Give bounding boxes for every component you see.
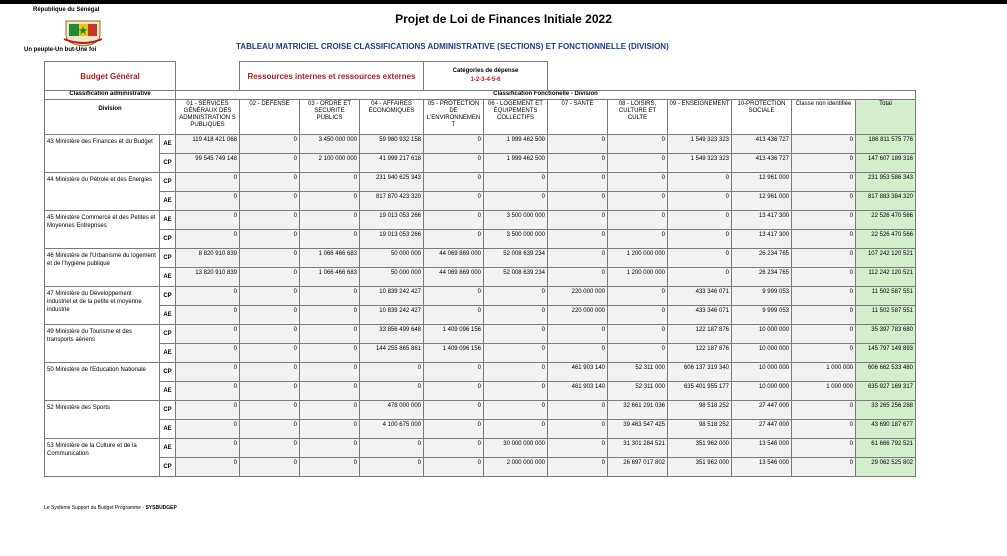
value-cell: 0	[176, 173, 240, 192]
column-header: 01 - SERVICES GÉNÉRAUX DES ADMINISTRATION S PUBLIQUES	[176, 100, 240, 135]
value-cell: 0	[176, 363, 240, 382]
credit-type: CP	[160, 173, 176, 192]
value-cell: 0	[240, 401, 300, 420]
value-cell: 0	[424, 458, 484, 477]
value-cell: 0	[300, 325, 360, 344]
value-cell: 0	[548, 211, 608, 230]
column-header: 02 - DEFENSE	[240, 100, 300, 135]
value-cell: 13 546 000	[732, 458, 792, 477]
credit-type: CP	[160, 363, 176, 382]
total-cell: 35 397 783 680	[856, 325, 916, 344]
value-cell: 33 856 499 648	[360, 325, 424, 344]
value-cell: 0	[176, 420, 240, 439]
column-header: 04 - AFFAIRES ÉCONOMIQUES	[360, 100, 424, 135]
value-cell: 0	[608, 192, 668, 211]
table-row	[45, 306, 916, 325]
value-cell: 0	[240, 154, 300, 173]
table-row	[45, 401, 916, 420]
value-cell: 0	[608, 173, 668, 192]
value-cell: 635 401 955 177	[668, 382, 732, 401]
value-cell: 0	[792, 401, 856, 420]
value-cell: 1 999 462 500	[484, 135, 548, 154]
value-cell: 44 069 869 000	[424, 249, 484, 268]
value-cell: 19 013 053 266	[360, 230, 424, 249]
credit-type: AE	[160, 135, 176, 154]
table-row	[45, 211, 916, 230]
value-cell: 1 200 000 000	[608, 249, 668, 268]
credit-type: AE	[160, 306, 176, 325]
value-cell: 0	[484, 192, 548, 211]
value-cell: 0	[548, 420, 608, 439]
value-cell: 0	[484, 287, 548, 306]
value-cell: 461 903 140	[548, 363, 608, 382]
value-cell: 231 940 625 343	[360, 173, 424, 192]
credit-type: CP	[160, 287, 176, 306]
total-cell: 112 242 120 521	[856, 268, 916, 287]
column-header: 03 - ORDRE ET SECURITE PUBLICS	[300, 100, 360, 135]
value-cell: 52 311 000	[608, 363, 668, 382]
value-cell: 0	[608, 211, 668, 230]
value-cell: 3 450 000 000	[300, 135, 360, 154]
value-cell: 10 000 000	[732, 382, 792, 401]
total-cell: 22 526 470 566	[856, 211, 916, 230]
value-cell: 0	[608, 230, 668, 249]
column-header: Classe non identifiée	[792, 100, 856, 135]
value-cell: 52 008 639 234	[484, 249, 548, 268]
value-cell: 351 962 000	[668, 439, 732, 458]
value-cell: 0	[176, 458, 240, 477]
value-cell: 0	[792, 420, 856, 439]
value-cell: 26 697 017 802	[608, 458, 668, 477]
page-subtitle: TABLEAU MATRICIEL CROISE CLASSIFICATIONS ADMINISTRATIVE (SECTIONS) ET FONCTIONNELLE (DIVISION)	[236, 42, 669, 51]
ministry-name: 44 Ministère du Pétrole et des Energies	[45, 173, 160, 211]
value-cell: 13 417 300	[732, 230, 792, 249]
table-row	[45, 420, 916, 439]
division-label: Division	[45, 100, 176, 135]
value-cell: 98 518 252	[668, 420, 732, 439]
table-row	[45, 458, 916, 477]
value-cell: 0	[484, 420, 548, 439]
value-cell: 10 839 242 427	[360, 306, 424, 325]
total-cell: 107 242 120 521	[856, 249, 916, 268]
value-cell: 0	[792, 135, 856, 154]
value-cell: 413 436 727	[732, 154, 792, 173]
value-cell: 0	[548, 173, 608, 192]
value-cell: 26 234 765	[732, 268, 792, 287]
value-cell: 817 870 423 320	[360, 192, 424, 211]
value-cell: 0	[484, 173, 548, 192]
value-cell: 0	[300, 192, 360, 211]
value-cell: 0	[176, 439, 240, 458]
value-cell: 0	[484, 363, 548, 382]
credit-type: AE	[160, 439, 176, 458]
credit-type: CP	[160, 249, 176, 268]
value-cell: 461 903 140	[548, 382, 608, 401]
value-cell: 0	[300, 458, 360, 477]
table-row	[45, 249, 916, 268]
value-cell: 0	[484, 401, 548, 420]
value-cell: 0	[424, 135, 484, 154]
page-title: Projet de Loi de Finances Initiale 2022	[395, 12, 612, 26]
value-cell: 0	[300, 211, 360, 230]
credit-type: AE	[160, 344, 176, 363]
value-cell: 3 500 000 000	[484, 211, 548, 230]
value-cell: 0	[424, 439, 484, 458]
value-cell: 1 000 000	[792, 363, 856, 382]
value-cell: 0	[608, 306, 668, 325]
ministry-name: 52 Ministère des Sports	[45, 401, 160, 439]
value-cell: 433 346 071	[668, 287, 732, 306]
total-cell: 33 265 256 288	[856, 401, 916, 420]
value-cell: 0	[240, 306, 300, 325]
national-motto: Un peuple-Un but-Une foi	[24, 47, 97, 53]
value-cell: 39 463 547 425	[608, 420, 668, 439]
value-cell: 26 234 765	[732, 249, 792, 268]
value-cell: 220 000 000	[548, 306, 608, 325]
value-cell: 0	[360, 382, 424, 401]
value-cell: 0	[668, 192, 732, 211]
value-cell: 0	[176, 230, 240, 249]
table-row	[45, 439, 916, 458]
value-cell: 122 187 876	[668, 344, 732, 363]
value-cell: 0	[792, 306, 856, 325]
total-cell: 29 062 525 802	[856, 458, 916, 477]
credit-type: CP	[160, 401, 176, 420]
table-row	[45, 268, 916, 287]
total-cell: 606 662 533 480	[856, 363, 916, 382]
value-cell: 0	[240, 439, 300, 458]
value-cell: 9 999 053	[732, 287, 792, 306]
value-cell: 0	[240, 192, 300, 211]
credit-type: AE	[160, 268, 176, 287]
table-row	[45, 192, 916, 211]
matrix-table	[44, 61, 916, 477]
value-cell: 0	[548, 439, 608, 458]
column-header: Total	[856, 100, 916, 135]
value-cell: 41 999 217 618	[360, 154, 424, 173]
value-cell: 0	[300, 363, 360, 382]
table-row	[45, 230, 916, 249]
value-cell: 12 961 000	[732, 173, 792, 192]
value-cell: 0	[300, 344, 360, 363]
value-cell: 119 418 421 068	[176, 135, 240, 154]
value-cell: 2 100 000 000	[300, 154, 360, 173]
value-cell: 1 066 466 683	[300, 249, 360, 268]
value-cell: 433 346 071	[668, 306, 732, 325]
value-cell: 0	[548, 135, 608, 154]
table-row	[45, 344, 916, 363]
value-cell: 2 000 000 000	[484, 458, 548, 477]
total-cell: 817 883 384 320	[856, 192, 916, 211]
credit-type: CP	[160, 325, 176, 344]
value-cell: 8 820 910 839	[176, 249, 240, 268]
value-cell: 13 820 910 839	[176, 268, 240, 287]
table-row	[45, 382, 916, 401]
value-cell: 0	[668, 268, 732, 287]
table-row	[45, 173, 916, 192]
value-cell: 0	[424, 230, 484, 249]
value-cell: 0	[792, 325, 856, 344]
value-cell: 0	[608, 287, 668, 306]
ministry-name: 53 Ministère de la Culture et de la Communication	[45, 439, 160, 477]
value-cell: 0	[792, 230, 856, 249]
credit-type: AE	[160, 192, 176, 211]
value-cell: 44 069 869 000	[424, 268, 484, 287]
ministry-name: 43 Ministère des Finances et du Budget	[45, 135, 160, 173]
value-cell: 10 839 242 427	[360, 287, 424, 306]
value-cell: 0	[484, 344, 548, 363]
functional-classification-label: Classification Fonctionelle - Division	[176, 91, 916, 100]
column-header: 06 - LOGEMENT ET ÉQUIPEMENTS COLLECTIFS	[484, 100, 548, 135]
table-row	[45, 363, 916, 382]
total-cell: 145 797 149 893	[856, 344, 916, 363]
value-cell: 1 409 096 156	[424, 325, 484, 344]
total-cell: 147 607 189 316	[856, 154, 916, 173]
admin-classification-label: Classification administrative	[45, 91, 176, 100]
value-cell: 13 417 300	[732, 211, 792, 230]
value-cell: 0	[360, 458, 424, 477]
value-cell: 0	[548, 344, 608, 363]
value-cell: 0	[548, 230, 608, 249]
value-cell: 0	[668, 249, 732, 268]
value-cell: 0	[240, 420, 300, 439]
value-cell: 0	[424, 211, 484, 230]
value-cell: 220 000 000	[548, 287, 608, 306]
value-cell: 99 545 749 148	[176, 154, 240, 173]
column-header: 08 - LOISIRS, CULTURE ET CULTE	[608, 100, 668, 135]
categories-label: Catégories de dépense	[452, 68, 519, 74]
value-cell: 32 661 291 036	[608, 401, 668, 420]
value-cell: 13 546 000	[732, 439, 792, 458]
column-header: 09 - ENSEIGNEMENT	[668, 100, 732, 135]
value-cell: 0	[240, 458, 300, 477]
total-cell: 43 690 187 677	[856, 420, 916, 439]
value-cell: 1 200 000 000	[608, 268, 668, 287]
value-cell: 0	[424, 173, 484, 192]
value-cell: 52 311 000	[608, 382, 668, 401]
footer	[44, 505, 177, 511]
value-cell: 0	[668, 173, 732, 192]
value-cell: 0	[300, 306, 360, 325]
value-cell: 3 500 000 000	[484, 230, 548, 249]
value-cell: 10 000 000	[732, 325, 792, 344]
value-cell: 0	[792, 268, 856, 287]
value-cell: 1 066 466 683	[300, 268, 360, 287]
table-row	[45, 325, 916, 344]
value-cell: 0	[792, 249, 856, 268]
total-cell: 11 502 587 551	[856, 306, 916, 325]
value-cell: 0	[668, 230, 732, 249]
value-cell: 50 000 000	[360, 268, 424, 287]
value-cell: 98 518 252	[668, 401, 732, 420]
table-row	[45, 135, 916, 154]
value-cell: 0	[424, 154, 484, 173]
value-cell: 1 549 323 323	[668, 135, 732, 154]
table-row	[45, 287, 916, 306]
value-cell: 0	[484, 306, 548, 325]
value-cell: 0	[300, 382, 360, 401]
column-header: 07 - SANTÉ	[548, 100, 608, 135]
value-cell: 0	[240, 135, 300, 154]
credit-type: AE	[160, 382, 176, 401]
value-cell: 0	[176, 306, 240, 325]
value-cell: 0	[240, 268, 300, 287]
value-cell: 4 100 675 000	[360, 420, 424, 439]
document-header	[0, 4, 1007, 62]
value-cell: 0	[484, 382, 548, 401]
table-row	[45, 154, 916, 173]
value-cell: 0	[792, 173, 856, 192]
credit-type: AE	[160, 420, 176, 439]
value-cell: 1 000 000	[792, 382, 856, 401]
column-header: 05 - PROTECTION DE L'ENVIRONNEMEN T	[424, 100, 484, 135]
value-cell: 0	[176, 287, 240, 306]
total-cell: 231 953 586 343	[856, 173, 916, 192]
value-cell: 351 962 000	[668, 458, 732, 477]
value-cell: 0	[240, 287, 300, 306]
value-cell: 27 447 000	[732, 401, 792, 420]
value-cell: 0	[548, 325, 608, 344]
value-cell: 0	[240, 382, 300, 401]
value-cell: 122 187 876	[668, 325, 732, 344]
total-cell: 635 927 169 317	[856, 382, 916, 401]
value-cell: 0	[548, 192, 608, 211]
value-cell: 50 000 000	[360, 249, 424, 268]
value-cell: 0	[548, 401, 608, 420]
credit-type: AE	[160, 211, 176, 230]
value-cell: 0	[548, 154, 608, 173]
value-cell: 0	[792, 192, 856, 211]
value-cell: 0	[608, 344, 668, 363]
value-cell: 0	[176, 401, 240, 420]
value-cell: 10 000 000	[732, 344, 792, 363]
value-cell: 0	[792, 458, 856, 477]
value-cell: 0	[608, 154, 668, 173]
value-cell: 1 549 323 323	[668, 154, 732, 173]
value-cell: 0	[424, 401, 484, 420]
credit-type: CP	[160, 458, 176, 477]
value-cell: 0	[240, 325, 300, 344]
value-cell: 0	[608, 325, 668, 344]
value-cell: 0	[792, 154, 856, 173]
value-cell: 19 013 053 266	[360, 211, 424, 230]
value-cell: 0	[424, 382, 484, 401]
value-cell: 0	[360, 363, 424, 382]
value-cell: 0	[792, 287, 856, 306]
value-cell: 0	[300, 230, 360, 249]
value-cell: 0	[360, 439, 424, 458]
value-cell: 0	[300, 401, 360, 420]
value-cell: 0	[424, 287, 484, 306]
value-cell: 1 999 462 500	[484, 154, 548, 173]
value-cell: 0	[300, 287, 360, 306]
ministry-name: 46 Ministère de l'Urbanisme du logement et de l'hygiène publique	[45, 249, 160, 287]
value-cell: 0	[300, 420, 360, 439]
value-cell: 52 008 639 234	[484, 268, 548, 287]
value-cell: 9 999 053	[732, 306, 792, 325]
ministry-name: 47 Ministère du Développement industriel et de la petite et moyenne industrie	[45, 287, 160, 325]
ministry-name: 45 Ministère Commerce et des Petites et Moyennes Entreprises	[45, 211, 160, 249]
value-cell: 31 301 284 521	[608, 439, 668, 458]
value-cell: 0	[176, 192, 240, 211]
value-cell: 144 255 865 861	[360, 344, 424, 363]
value-cell: 0	[240, 363, 300, 382]
ministry-name: 49 Ministère du Tourisme et des transports aériens	[45, 325, 160, 363]
value-cell: 10 000 000	[732, 363, 792, 382]
resources-label: Ressources internes et ressources externes	[240, 62, 424, 91]
credit-type: CP	[160, 230, 176, 249]
value-cell: 0	[240, 230, 300, 249]
value-cell: 0	[424, 306, 484, 325]
total-cell: 11 502 587 551	[856, 287, 916, 306]
value-cell: 0	[424, 192, 484, 211]
republic-label: République du Sénégal	[33, 7, 100, 13]
value-cell: 478 000 000	[360, 401, 424, 420]
value-cell: 0	[240, 211, 300, 230]
value-cell: 30 000 000 000	[484, 439, 548, 458]
column-header: 10-PROTECTION SOCIALE	[732, 100, 792, 135]
value-cell: 0	[608, 135, 668, 154]
value-cell: 0	[792, 439, 856, 458]
value-cell: 0	[176, 382, 240, 401]
value-cell: 59 980 932 158	[360, 135, 424, 154]
value-cell: 0	[240, 173, 300, 192]
value-cell: 0	[792, 344, 856, 363]
total-cell: 61 666 792 521	[856, 439, 916, 458]
value-cell: 0	[176, 211, 240, 230]
value-cell: 12 961 000	[732, 192, 792, 211]
budget-general-label: Budget Général	[45, 62, 176, 91]
value-cell: 0	[484, 325, 548, 344]
value-cell: 606 137 319 340	[668, 363, 732, 382]
value-cell: 0	[240, 249, 300, 268]
value-cell: 0	[792, 211, 856, 230]
footer-text: Le Système Support du Budget Programme -	[44, 505, 146, 511]
footer-brand: SYSBUDGEP	[145, 505, 177, 511]
total-cell: 186 811 575 776	[856, 135, 916, 154]
ministry-name: 50 Ministère de l'Education Nationale	[45, 363, 160, 401]
value-cell: 0	[300, 173, 360, 192]
total-cell: 22 526 470 566	[856, 230, 916, 249]
value-cell: 0	[548, 249, 608, 268]
value-cell: 0	[548, 268, 608, 287]
value-cell: 0	[548, 458, 608, 477]
value-cell: 27 447 000	[732, 420, 792, 439]
value-cell: 0	[424, 420, 484, 439]
value-cell: 0	[300, 439, 360, 458]
categories-codes: 1-2-3-4-5-6	[470, 77, 501, 83]
value-cell: 0	[668, 211, 732, 230]
categories-header	[424, 62, 548, 91]
value-cell: 0	[240, 344, 300, 363]
value-cell: 1 409 096 156	[424, 344, 484, 363]
credit-type: CP	[160, 154, 176, 173]
value-cell: 413 436 727	[732, 135, 792, 154]
value-cell: 0	[176, 344, 240, 363]
value-cell: 0	[176, 325, 240, 344]
value-cell: 0	[424, 363, 484, 382]
